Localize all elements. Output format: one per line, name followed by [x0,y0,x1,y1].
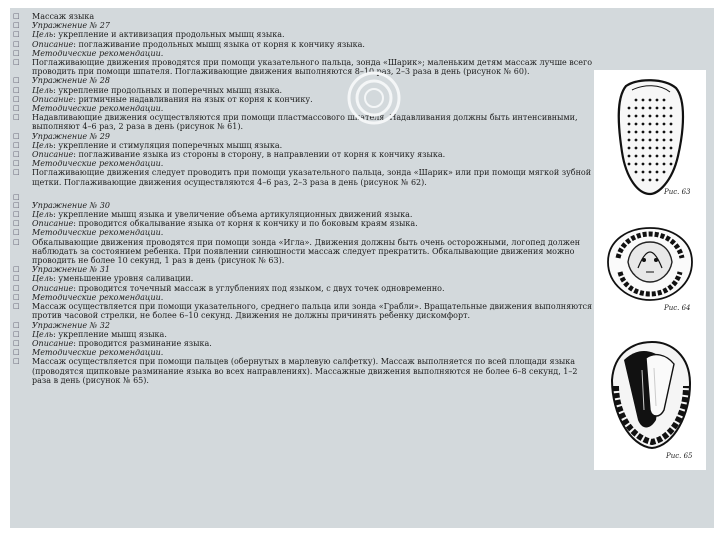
tongue-dot [670,123,673,126]
text-line [13,357,593,385]
exercise-heading: Методические рекомендации. [32,292,164,302]
line-text: Массаж осуществляется при помощи указательного, среднего пальца или зонда «Грабли». Вращательные движения выполняются против часовой стрелки, не более 6–10 секунд. Движения не должны причинять ребенку дискомфорт. [32,302,593,321]
bullet-icon: □ [13,302,20,311]
tongue-dot [649,115,652,118]
exercise-heading: Упражнение № 28 [32,76,110,86]
text-line [13,321,593,330]
tongue-dot [635,171,638,174]
tongue-dot [649,107,652,110]
bullet-icon: □ [13,131,20,140]
bullet-icon: □ [13,348,20,357]
bullet-icon: □ [13,292,20,301]
exercise-heading: Упражнение № 32 [32,320,110,330]
bullet-icon: □ [13,85,20,94]
text-line [13,238,593,266]
text-line [13,104,593,113]
line-label: Описание [32,338,74,348]
text-line [13,274,593,283]
text-line [13,95,593,104]
bullet-icon: □ [13,168,20,177]
tongue-dot [642,131,645,134]
exercise-heading: Упражнение № 29 [32,131,110,141]
tongue-dot [670,155,673,158]
text-line [13,30,593,39]
figure-63-caption: Рис. 63 [664,188,691,196]
line-body: : укрепление и активизация продольных мышц языка. [53,30,285,40]
bullet-icon: □ [13,265,20,274]
text-line [13,12,593,21]
labeled-line [32,86,593,95]
exercise-heading: Методические рекомендации. [32,228,164,238]
line-label: Цель [32,30,54,40]
labeled-line [32,330,593,339]
figure-65 [594,330,706,470]
tongue-dot [628,115,631,118]
tongue-dot [642,147,645,150]
bullet-icon: □ [13,283,20,292]
line-body: : проводится обкалывание языка от корня к кончику и по боковым краям языка. [73,219,418,229]
tongue-dot [663,171,666,174]
text-line [13,302,593,320]
bullet-icon: □ [13,76,20,85]
labeled-line [32,141,593,150]
tongue-dot [663,107,666,110]
text-line [13,113,593,131]
text-line [13,132,593,141]
bullet-icon: □ [13,320,20,329]
tongue-dot [663,115,666,118]
tongue-dot [656,139,659,142]
tongue-dot [663,123,666,126]
line-body: : проводится разминание языка. [73,338,212,348]
bullet-icon: □ [13,140,20,149]
line-text: Поглаживающие движения следует проводить при помощи указательного пальца, зонда «Шарик» или при помощи мягкой зубной щетки. Поглаживающие движения осуществляются 4–6 раз, 2–3 раза в день (рисунок № 62). [32,168,592,187]
line-label: Описание [32,39,74,49]
bullet-icon: □ [13,12,20,20]
exercise-heading: Методические рекомендации. [32,48,164,58]
text-line [13,159,593,168]
tongue-dot [649,123,652,126]
exercise-heading: Методические рекомендации. [32,348,164,358]
exercise-heading: Упражнение № 30 [32,200,110,210]
figure-64 [594,212,706,322]
labeled-line [32,284,593,293]
tongue-dot [656,123,659,126]
tongue-dot [656,131,659,134]
line-label: Описание [32,219,74,229]
labeled-line [32,210,593,219]
text-line [13,339,593,348]
exercise-heading: Методические рекомендации. [32,104,164,114]
bullet-icon: □ [13,21,20,30]
figure-65-caption: Рис. 65 [666,452,693,460]
tongue-dot [642,139,645,142]
line-label: Описание [32,283,74,293]
figure-63 [594,70,706,210]
tongue-dot [649,179,652,182]
tongue-dot [670,147,673,150]
tongue-dot [628,155,631,158]
tongue-dot [656,155,659,158]
tongue-dot [628,139,631,142]
exercise-heading: Упражнение № 31 [32,265,110,275]
tongue-dot [635,131,638,134]
figures-panel [594,70,706,470]
text-line [13,150,593,159]
tongue-dot [642,179,645,182]
text-line [13,348,593,357]
tongue-dot [663,163,666,166]
bullet-icon: □ [13,48,20,57]
figure-64-caption: Рис. 64 [664,304,691,312]
bullet-icon: □ [13,150,20,159]
labeled-line [32,339,593,348]
text-line [13,141,593,150]
tongue-dot [642,99,645,102]
labeled-line [32,274,593,283]
bullet-icon: □ [13,192,20,201]
tongue-dot [635,155,638,158]
tongue-dot [649,99,652,102]
bullet-icon: □ [13,219,20,228]
labeled-line [32,30,593,39]
text-line [13,210,593,219]
tongue-dot [635,139,638,142]
tongue-dot [642,171,645,174]
line-text: Надавливающие движения осуществляются при помощи пластмассового шпателя. Надавливания должны быть интенсивными, выполняют 4–6 раз, 2 раза в день (рисунок № 61). [32,113,578,132]
bullet-icon: □ [13,113,20,122]
labeled-line [32,40,593,49]
line-body: : ритмичные надавливания на язык от корня к кончику. [73,94,313,104]
tongue-dot [656,147,659,150]
tongue-dot [670,139,673,142]
tongue-dot [642,155,645,158]
line-text: Поглаживающие движения проводятся при помощи указательного пальца, зонда «Шарик»; маленьким детям массаж лучше всего проводить при помощи шпателя. Поглаживающие движения выполняются 8–10 раз, 2–3 раза в день (рисунок № 60). [32,58,593,77]
tongue-dot [635,147,638,150]
bullet-icon: □ [13,200,20,209]
bullet-icon: □ [13,329,20,338]
line-label: Цель [32,210,54,220]
bullet-icon: □ [13,104,20,113]
bullet-icon: □ [13,159,20,168]
line-body: : поглаживание языка из стороны в сторону, в направлении от корня к кончику языка. [73,150,446,160]
line-text: Обкалывающие движения проводятся при помощи зонда «Игла». Движения должны быть очень осторожными, логопед должен наблюдать за состоянием ребенка. При появлении синюшности массаж следует прекратить. Обкалывающие движения можно проводить не более 10 секунд, 1 раз в день (рисунок № 63). [32,237,581,266]
labeled-line [32,95,593,104]
bullet-icon: □ [13,274,20,283]
line-body: : укрепление мышц языка и увеличение объема артикуляционных движений языка. [53,210,413,220]
tongue-dot [663,139,666,142]
tongue-dot [642,115,645,118]
text-line [13,201,593,210]
tongue-dot [635,99,638,102]
tongue-dot [642,123,645,126]
tongue-dot [663,155,666,158]
tongue-dot [649,171,652,174]
bullet-icon: □ [13,357,20,366]
tongue-dot [635,123,638,126]
text-line [13,265,593,274]
section-title: Массаж языка [32,12,95,21]
tongue-dot [628,107,631,110]
text-line [13,330,593,339]
text-line [13,86,593,95]
line-body: : укрепление продольных и поперечных мышц языка. [53,85,283,95]
tongue-dot [663,147,666,150]
tongue-dot [649,155,652,158]
tongue-dot [656,107,659,110]
bullet-icon: □ [13,210,20,219]
line-body: : уменьшение уровня саливации. [53,274,194,284]
text-line [13,219,593,228]
slide [10,8,714,528]
tongue-dot [649,147,652,150]
text-line [13,40,593,49]
tongue-dot [656,171,659,174]
tongue-dot [649,139,652,142]
tongue-dot [628,131,631,134]
line-body: : проводится точечный массаж в углублениях под языком, с двух точек одновременно. [73,283,445,293]
tongue-dot [656,99,659,102]
watermark-logo-icon [346,70,402,126]
labeled-line [32,150,593,159]
line-body: : укрепление и стимуляция поперечных мышц языка. [53,140,283,150]
line-label: Цель [32,140,54,150]
tongue-dot [670,107,673,110]
tongue-massage-illustration [594,330,706,470]
tongue-dot [670,131,673,134]
tongue-dot [649,131,652,134]
line-label: Цель [32,274,54,284]
tongue-dot [635,163,638,166]
tongue-dot [642,107,645,110]
line-body: : поглаживание продольных мышц языка от корня к кончику языка. [73,39,365,49]
tongue-dot [635,107,638,110]
text-line [13,293,593,302]
line-body: : укрепление мышц языка. [53,329,167,339]
text-line [13,168,593,186]
text-line [13,193,593,201]
tongue-dot [656,179,659,182]
tongue-dot [663,131,666,134]
tongue-dot [663,99,666,102]
bullet-icon: □ [13,30,20,39]
line-label: Описание [32,150,74,160]
tongue-dot [642,163,645,166]
text-line [13,228,593,237]
tongue-dot [656,163,659,166]
exercise-text-column [13,12,593,385]
tongue-dot [628,147,631,150]
tongue-dot [628,163,631,166]
bullet-icon: □ [13,237,20,246]
bullet-icon: □ [13,39,20,48]
tongue-dot [670,115,673,118]
text-line [13,58,593,76]
bullet-icon: □ [13,94,20,103]
exercise-heading: Упражнение № 27 [32,21,110,31]
tongue-dot [656,115,659,118]
line-label: Цель [32,85,54,95]
tongue-dot [628,123,631,126]
line-label: Описание [32,94,74,104]
tongue-dot [670,163,673,166]
tongue-dot [635,115,638,118]
line-text: Массаж осуществляется при помощи пальцев (обернутых в марлевую салфетку). Массаж выполняется по всей площади языка (проводятся щипковые разминание языка во всех направлениях). Массажные движения выполняются не более 6–8 секунд, 1–2 раза в день (рисунок № 65). [32,357,578,385]
text-line [13,21,593,30]
bullet-icon: □ [13,228,20,237]
text-line [13,49,593,58]
labeled-line [32,219,593,228]
bullet-icon: □ [13,338,20,347]
exercise-heading: Методические рекомендации. [32,159,164,169]
tongue-dot [649,163,652,166]
text-line [13,76,593,85]
line-label: Цель [32,329,54,339]
bullet-icon: □ [13,58,20,67]
text-line [13,284,593,293]
